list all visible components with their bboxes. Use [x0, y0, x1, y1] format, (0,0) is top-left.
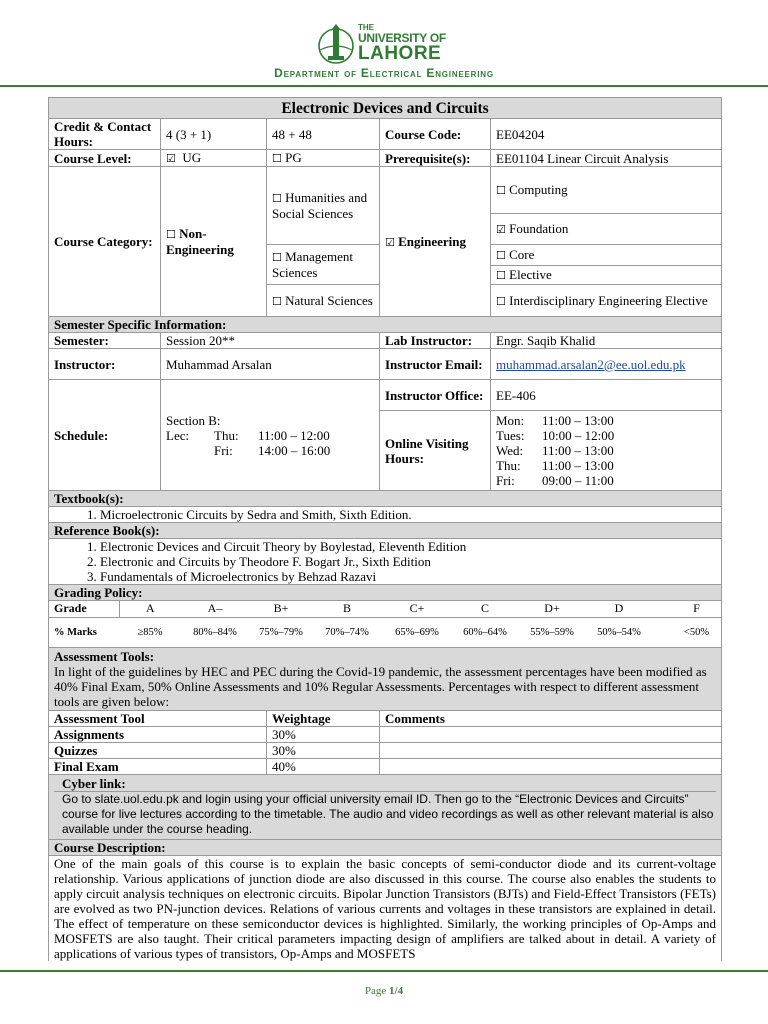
visiting-hours-value [491, 411, 722, 491]
assessment-tool: Quizzes [49, 743, 267, 759]
empty-box-icon: ☐ [272, 192, 282, 205]
visiting-time: 09:00 – 11:00 [542, 473, 614, 488]
schedule-value [161, 380, 380, 491]
core-option [491, 245, 722, 266]
logo-the: THE [358, 23, 374, 32]
marks-cell: 75%–79% [259, 626, 303, 638]
lab-instructor-label: Lab Instructor: [380, 333, 491, 349]
computing-label: Computing [509, 182, 568, 197]
level-pg-label: PG [285, 150, 302, 165]
logo-wordmark [358, 24, 446, 63]
grade-cell: B+ [249, 601, 313, 617]
marks-cell: <50% [683, 626, 710, 638]
grading-heading: Grading Policy: [49, 585, 722, 601]
page-footer [0, 985, 768, 997]
assessment-col-weight: Weightage [267, 711, 380, 727]
assessment-weight: 40% [267, 759, 380, 775]
course-title: Electronic Devices and Circuits [49, 98, 722, 119]
semester-heading: Semester Specific Information: [49, 317, 722, 333]
cyber-text: Go to slate.uol.edu.pk and login using your official university email ID. Then go to the “Electronic Devices and Circuits” course for live lectures according to the timetable. The audio and video recordings as well as other relevant material is also available under the course heading. [62, 792, 714, 836]
empty-box-icon: ☐ [496, 184, 506, 197]
marks-cell: 55%–59% [530, 626, 574, 638]
assessment-col-comments: Comments [380, 711, 722, 727]
natural-label: Natural Sciences [285, 292, 373, 308]
empty-box-icon: ☐ [166, 228, 176, 241]
elective-option [491, 266, 722, 285]
textbook-item: 1. Microelectronic Circuits by Sedra and Smith, Sixth Edition. [100, 507, 716, 522]
empty-box-icon: ☐ [272, 294, 282, 308]
grade-cell: B [313, 601, 381, 617]
office-value: EE-406 [491, 380, 722, 411]
schedule-label: Schedule: [49, 380, 161, 491]
computing-option [491, 167, 722, 214]
empty-box-icon: ☐ [496, 294, 506, 308]
lab-instructor-value: Engr. Saqib Khalid [491, 333, 722, 349]
office-label: Instructor Office: [380, 380, 491, 411]
assessment-text: In light of the guidelines by HEC and PEC during the Covid-19 pandemic, the assessment percentages have been modified as 40% Final Exam, 50% Online Assessments and 10% Regular Assessments. Percentages with respect to different assessment tools are given below: [54, 664, 707, 709]
management-option [267, 245, 380, 285]
schedule-time: 11:00 – 12:00 [258, 427, 330, 443]
assessment-tool: Final Exam [49, 759, 267, 775]
course-level-label: Course Level: [49, 150, 161, 167]
instructor-value: Muhammad Arsalan [161, 349, 380, 380]
assessment-comment [380, 759, 722, 775]
interdisciplinary-label: Interdisciplinary Engineering Elective [509, 292, 708, 308]
level-ug [161, 150, 267, 167]
empty-box-icon: ☐ [496, 269, 506, 282]
description-heading: Course Description: [49, 840, 722, 856]
grade-cell: D [587, 601, 651, 617]
non-engineering [161, 167, 267, 317]
references-heading: Reference Book(s): [49, 523, 722, 539]
schedule-section: Section B: [166, 412, 221, 428]
page-number: 1/4 [389, 985, 404, 997]
references-list [49, 539, 722, 585]
reference-item: 1. Electronic Devices and Circuit Theory by Boylestad, Eleventh Edition [100, 539, 716, 554]
logo-lahore: LAHORE [358, 43, 442, 64]
grade-cell: A– [181, 601, 249, 617]
semester-label: Semester: [49, 333, 161, 349]
marks-label: % Marks [54, 626, 97, 638]
visiting-hours-label: Online Visiting Hours: [380, 411, 491, 491]
semester-value: Session 20** [161, 333, 380, 349]
schedule-day: Fri: [214, 442, 233, 458]
course-category-label: Course Category: [49, 167, 161, 317]
grade-cell: C+ [381, 601, 453, 617]
instructor-label: Instructor: [49, 349, 161, 380]
course-code-label: Course Code: [380, 119, 491, 150]
assessment-col-tool: Assessment Tool [49, 711, 267, 727]
header-divider [0, 85, 768, 87]
reference-item: 3. Fundamentals of Microelectronics by Behzad Razavi [100, 569, 716, 584]
grading-table [49, 601, 722, 647]
schedule-lec-label: Lec: [166, 427, 190, 443]
foundation-label: Foundation [509, 221, 569, 236]
checked-box-icon: ☑ [166, 152, 176, 165]
humanities-label: Humanities and Social Sciences [272, 190, 368, 221]
empty-box-icon: ☐ [272, 152, 282, 165]
textbooks-list [49, 507, 722, 523]
department-title: Department of Electrical Engineering [274, 66, 494, 80]
grade-cell: D+ [517, 601, 587, 617]
email-label: Instructor Email: [380, 349, 491, 380]
credit-value: 4 (3 + 1) [161, 119, 267, 150]
visiting-time: 11:00 – 13:00 [542, 458, 614, 473]
marks-cell: 65%–69% [395, 626, 439, 638]
visiting-day: Fri: [496, 473, 515, 488]
assessment-heading: Assessment Tools: [54, 649, 155, 664]
marks-cell: 60%–64% [463, 626, 507, 638]
marks-cell: ≥85% [137, 626, 163, 638]
foundation-option [491, 214, 722, 245]
checked-box-icon: ☑ [385, 235, 395, 249]
non-engineering-label: Non-Engineering [166, 226, 234, 257]
engineering-option [380, 167, 491, 317]
empty-box-icon: ☐ [272, 251, 282, 264]
marks-cell: 80%–84% [193, 626, 237, 638]
footer-divider [0, 970, 768, 972]
marks-cell: 70%–74% [325, 626, 369, 638]
visiting-time: 10:00 – 12:00 [542, 428, 615, 443]
course-code-value: EE04204 [491, 119, 722, 150]
checked-box-icon: ☑ [496, 223, 506, 236]
interdisciplinary-option [491, 285, 722, 317]
visiting-day: Tues: [496, 428, 525, 443]
grade-cell: C [453, 601, 517, 617]
marks-cell: 50%–54% [597, 626, 641, 638]
assessment-comment [380, 743, 722, 759]
description-text: One of the main goals of this course is to explain the basic concepts of semi-conductor diode and its current-voltage relationship. Various applications of junction diode are also discussed in this course. The course also enables the students to apply circuit analysis techniques on electronic circuits. Bipolar Junction Transistors (BJTs) and Field-Effect Transistors (FETs) are evolved as two PN-junction devices. Relations of various currents and voltages in these transistors are explained in detail. The effect of temperature on these semiconductor devices is highlighted. Similarly, the working principles of Op-Amps and MOSFETS are also taught. Their critical parameters impacting design of amplifiers are talked about in detail. A variety of applications of various types of transistors, Op-Amps and MOSFETS [49, 856, 722, 962]
core-label: Core [509, 247, 535, 262]
cyber-heading: Cyber link: [54, 776, 716, 792]
course-outline-table [48, 97, 722, 961]
reference-item: 2. Electronic and Circuits by Theodore F. Bogart Jr., Sixth Edition [100, 554, 716, 569]
grade-label: Grade [49, 601, 119, 617]
grade-cell: A [119, 601, 181, 617]
visiting-time: 11:00 – 13:00 [542, 413, 614, 428]
humanities-option [267, 167, 380, 245]
textbooks-heading: Textbook(s): [49, 491, 722, 507]
assessment-comment [380, 727, 722, 743]
schedule-day: Thu: [214, 427, 239, 443]
visiting-day: Thu: [496, 458, 521, 473]
visiting-time: 11:00 – 13:00 [542, 443, 614, 458]
contact-value: 48 + 48 [267, 119, 380, 150]
empty-box-icon: ☐ [496, 249, 506, 262]
level-pg [267, 150, 380, 167]
visiting-day: Mon: [496, 413, 525, 428]
assessment-tool: Assignments [49, 727, 267, 743]
level-ug-label: UG [182, 150, 202, 165]
assessment-weight: 30% [267, 743, 380, 759]
credit-label: Credit & Contact Hours: [49, 119, 161, 150]
visiting-day: Wed: [496, 443, 524, 458]
engineering-label: Engineering [398, 233, 467, 249]
page-word: Page [364, 985, 387, 997]
prereq-value: EE01104 Linear Circuit Analysis [491, 150, 722, 167]
grade-cell: F [651, 601, 722, 617]
schedule-time: 14:00 – 16:00 [258, 442, 331, 458]
elective-label: Elective [509, 267, 552, 282]
natural-option [267, 285, 380, 317]
management-label: Management Sciences [272, 249, 353, 280]
assessment-weight: 30% [267, 727, 380, 743]
prereq-label: Prerequisite(s): [380, 150, 491, 167]
logo-university: UNIVERSITY OF [358, 31, 446, 45]
instructor-email-link[interactable]: muhammad.arsalan2@ee.uol.edu.pk [496, 356, 686, 372]
